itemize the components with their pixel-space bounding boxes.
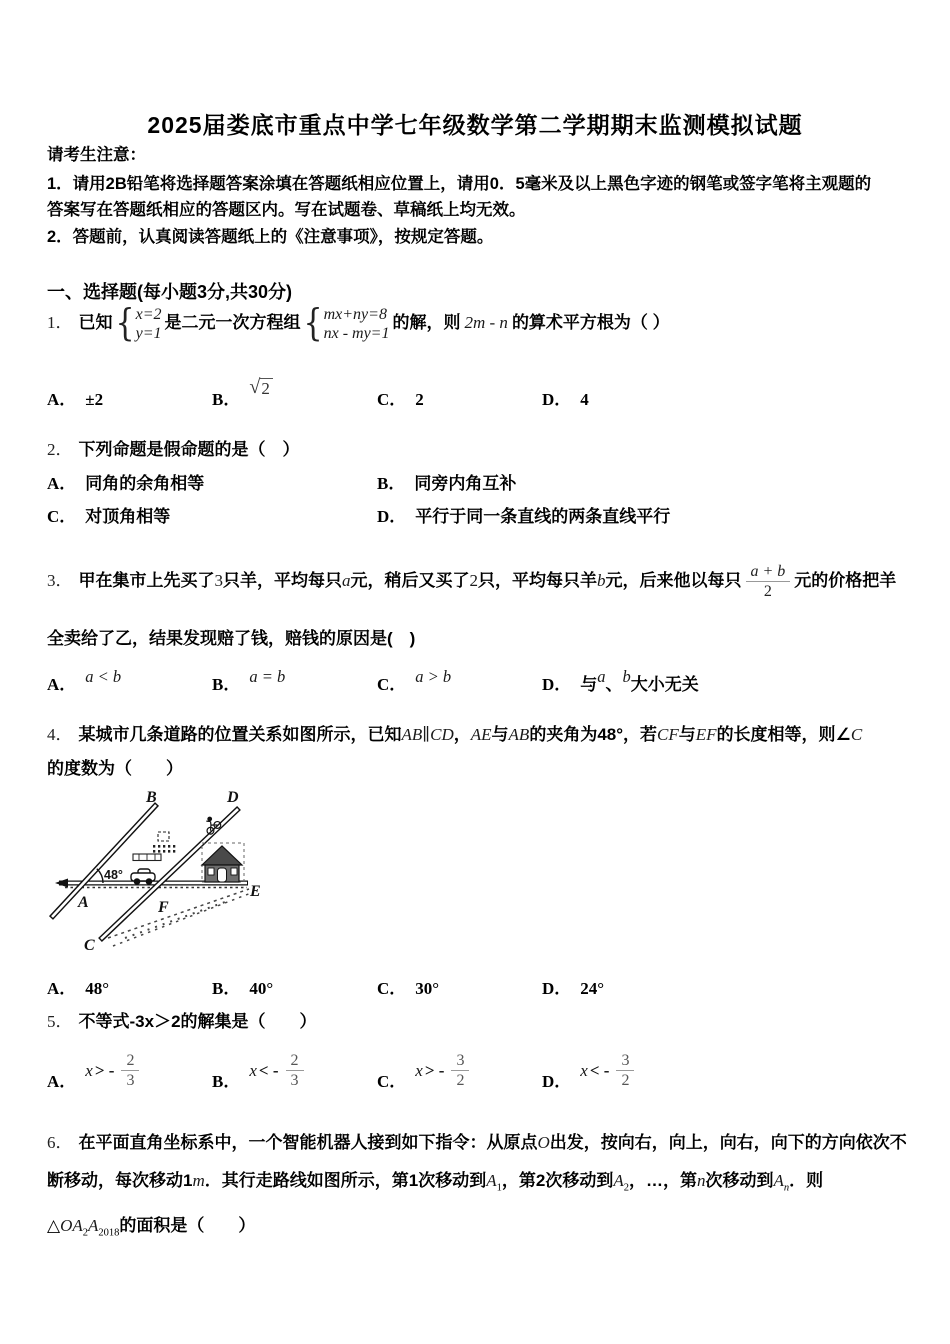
fraction: $\frac{3}{2}$ — [451, 1051, 469, 1090]
question-2-stem: 2． 下列命题是假命题的是（ ） — [47, 440, 300, 459]
q4-option-b: B． 40° — [212, 979, 274, 998]
q1-sys2-eq1: mx+ny=8 — [323, 305, 387, 323]
question-4-stem-line-2: 的度数为（ ） — [47, 759, 183, 778]
q4-option-c: C． 30° — [377, 979, 440, 998]
exam-title: 2025届娄底市重点中学七年级数学第二学期期末监测模拟试题 — [147, 112, 803, 138]
question-5-stem: 5． 不等式-3x＞2的解集是（ ） — [47, 1012, 317, 1031]
q5-option-d: D． x < - $\frac{3}{2}$ — [542, 1042, 919, 1092]
q1-system-2 — [303, 301, 390, 345]
figure-label-D: D — [227, 789, 239, 806]
q1-text-post2: 的算术平方根为（ ） — [511, 313, 670, 332]
q2-option-c: C． 对顶角相等 — [47, 507, 171, 526]
fraction: $\frac{2}{3}$ — [286, 1051, 304, 1090]
figure-label-E: E — [250, 883, 261, 900]
question-4-options — [47, 974, 919, 999]
q1-text-mid: 是二元一次方程组 — [164, 313, 301, 332]
q1-option-a: A． ±2 — [47, 390, 104, 409]
q4-option-a: A． 48° — [47, 979, 110, 998]
notice-header: 请考生注意： — [47, 146, 146, 164]
question-6-stem: 6． 在平面直角坐标系中，一个智能机器人接到如下指令：从原点O出发，按向右，向上，向右，向下的方向依次不 断移动，每次移动1m．其行走路线如图所示，第1次移动到$A_1$，第2次移动到$A_2$，…，第n次移动到$A_n$．则 $\triangle OA_2A_{2018}$的面积是（ ） — [47, 1133, 907, 1239]
q1-text-pre: 已知 — [78, 313, 113, 332]
question-3-stem-line-2: 全卖给了乙，结果发现赔了钱，赔钱的原因是( ) — [47, 629, 416, 648]
figure-label-A: A — [78, 894, 89, 911]
q1-sys1-eq2: y=1 — [135, 324, 162, 342]
q3-option-d: D． 与 a 、 b 大小无关 — [542, 667, 699, 694]
section-1-header: 一、选择题(每小题3分,共30分) — [47, 282, 293, 302]
q1-text-post1: 的解，则 — [392, 313, 461, 332]
brace-icon: { — [303, 301, 323, 345]
question-2-options-row-1 — [47, 469, 919, 494]
q1-number: 1． — [47, 313, 73, 332]
figure-label-F: F — [158, 899, 169, 916]
house-icon — [202, 843, 244, 882]
brace-icon: { — [115, 301, 135, 345]
buildings-icon — [133, 832, 175, 861]
question-1-stem — [47, 303, 670, 343]
question-4-stem: 4． 某城市几条道路的位置关系如图所示，已知AB∥CD，AE与AB的夹角为48°，若CF与EF的长度相等，则∠C — [47, 725, 863, 744]
q3-option-b: B． a = b — [212, 667, 286, 694]
q3-option-c: C． a > b — [377, 667, 452, 694]
notice-1-line-2: 答案写在答题纸相应的答题区内。写在试题卷、草稿纸上均无效。 — [47, 201, 526, 219]
q1-sys1-eq1: x=2 — [135, 305, 162, 323]
q1-expression: 2m - n — [464, 313, 508, 332]
question-2-options-row-2 — [47, 502, 919, 527]
q1-option-d: D． 4 — [542, 390, 589, 409]
notice-1-line-1: 1．请用2B铅笔将选择题答案涂填在答题纸相应位置上，请用0．5毫米及以上黑色字迹的钢笔或签字笔将主观题的 — [47, 175, 872, 193]
notice-item-2: 2．答题前，认真阅读答题纸上的《注意事项》，按规定答题。 — [47, 228, 494, 246]
q5-option-c: C． x > - $\frac{3}{2}$ — [377, 1042, 542, 1092]
q3-option-a: A． a < b — [47, 667, 122, 694]
figure-label-C: C — [84, 937, 95, 954]
question-3-options — [47, 667, 919, 694]
fraction: $\frac{3}{2}$ — [616, 1051, 634, 1090]
question-5-options — [47, 1042, 919, 1092]
q5-option-a: A． x > - $\frac{2}{3}$ — [47, 1042, 212, 1092]
dashed-path-CE — [108, 889, 251, 946]
question-1-options — [47, 376, 919, 409]
q5-option-b: B． x < - $\frac{2}{3}$ — [212, 1042, 377, 1092]
q4-option-d: D． 24° — [542, 979, 605, 998]
arrow-left-icon — [55, 879, 68, 888]
q1-option-c: C． 2 — [377, 390, 424, 409]
q1-system-1 — [115, 301, 162, 345]
q1-option-b: B． √ 2 — [212, 385, 377, 410]
q1-sys2-eq2: nx - my=1 — [323, 324, 390, 342]
q4-road-figure — [45, 788, 275, 960]
figure-angle-label: 48° — [104, 868, 123, 882]
sqrt-radical: √ 2 — [249, 378, 272, 401]
notice-item-1 — [47, 171, 921, 223]
q2-option-a: A． 同角的余角相等 — [47, 474, 205, 493]
fraction: $\frac{2}{3}$ — [121, 1051, 139, 1090]
q2-option-d: D． 平行于同一条直线的两条直线平行 — [377, 507, 671, 526]
q2-option-b: B． 同旁内角互补 — [377, 474, 517, 493]
figure-label-B: B — [146, 789, 157, 806]
question-3-stem: 3． 甲在集市上先买了3只羊，平均每只a元，稍后又买了2只，平均每只羊b元，后来他以每只 $\frac{a + b}{2}$ 元的价格把羊 — [47, 563, 897, 601]
